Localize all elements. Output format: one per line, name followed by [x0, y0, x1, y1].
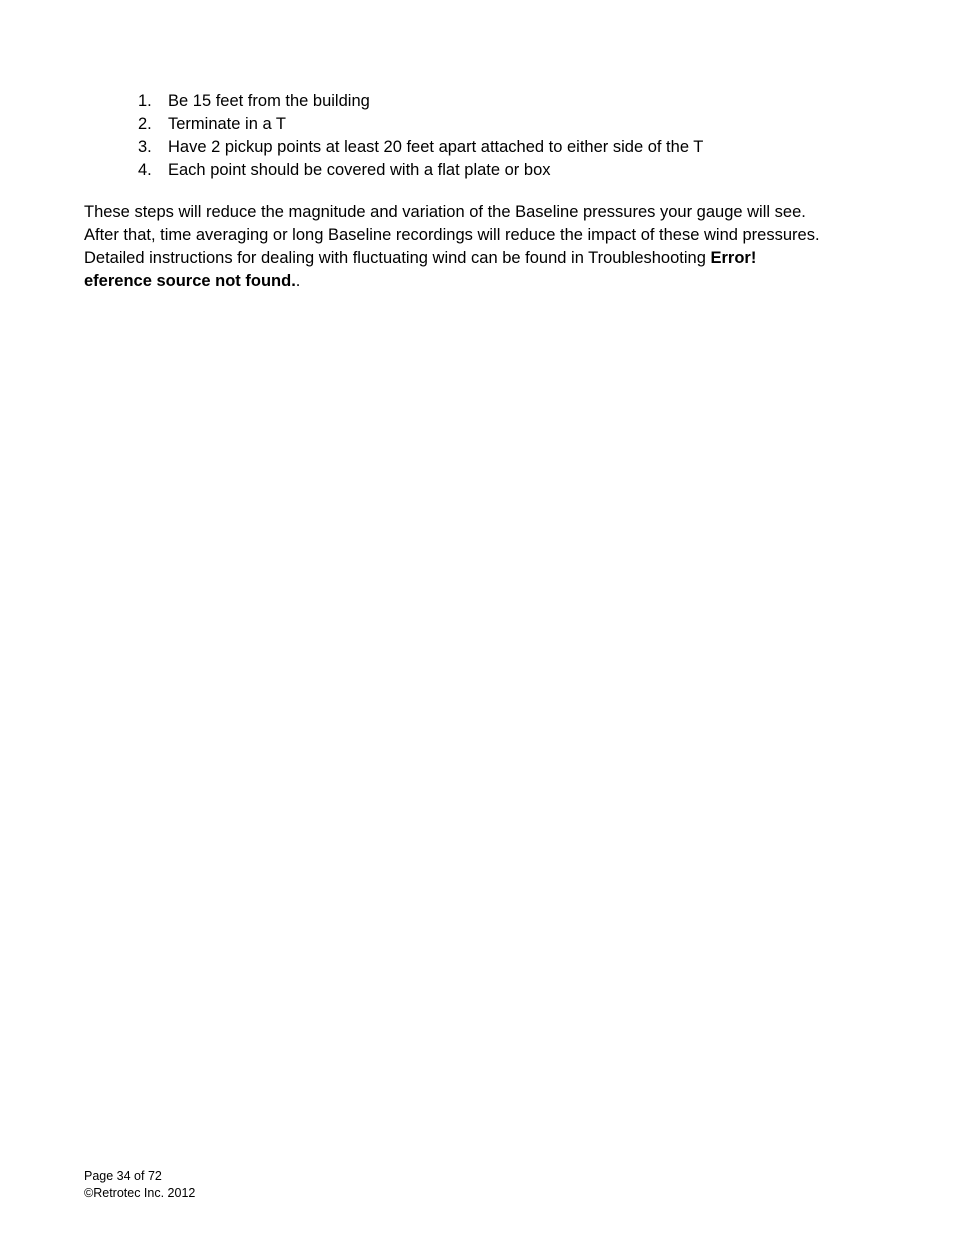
paragraph-text: Detailed instructions for dealing with fluctuating wind can be found in Troubleshooting [84, 249, 711, 267]
paragraph-line: These steps will reduce the magnitude and variation of the Baseline pressures your gauge will see. [84, 203, 806, 221]
list-item-text: Terminate in a T [168, 115, 286, 133]
list-item [138, 113, 703, 136]
broken-reference-error: Error! [710, 249, 757, 267]
list-item-text: Have 2 pickup points at least 20 feet apart attached to either side of the T [168, 138, 704, 156]
list-item-number: 4. [138, 161, 152, 179]
broken-reference-text: eference source not found. [84, 272, 296, 290]
list-item-number: 1. [138, 92, 152, 110]
list-item [138, 159, 703, 182]
list-item [138, 90, 703, 113]
page-footer [84, 1168, 195, 1202]
list-item-number: 2. [138, 115, 152, 133]
body-paragraph [84, 201, 884, 293]
paragraph-line [84, 247, 884, 270]
paragraph-line: After that, time averaging or long Baseline recordings will reduce the impact of these wind pressures. [84, 226, 820, 244]
paragraph-tail: . [295, 272, 301, 290]
list-item-text: Be 15 feet from the building [168, 92, 370, 110]
list-item-text: Each point should be covered with a flat plate or box [168, 161, 551, 179]
copyright-notice: ©Retrotec Inc. 2012 [84, 1186, 196, 1200]
list-item-number: 3. [138, 138, 152, 156]
steps-list [138, 90, 703, 182]
paragraph-line [84, 270, 884, 293]
list-item [138, 136, 703, 159]
page-number: Page 34 of 72 [84, 1169, 162, 1183]
